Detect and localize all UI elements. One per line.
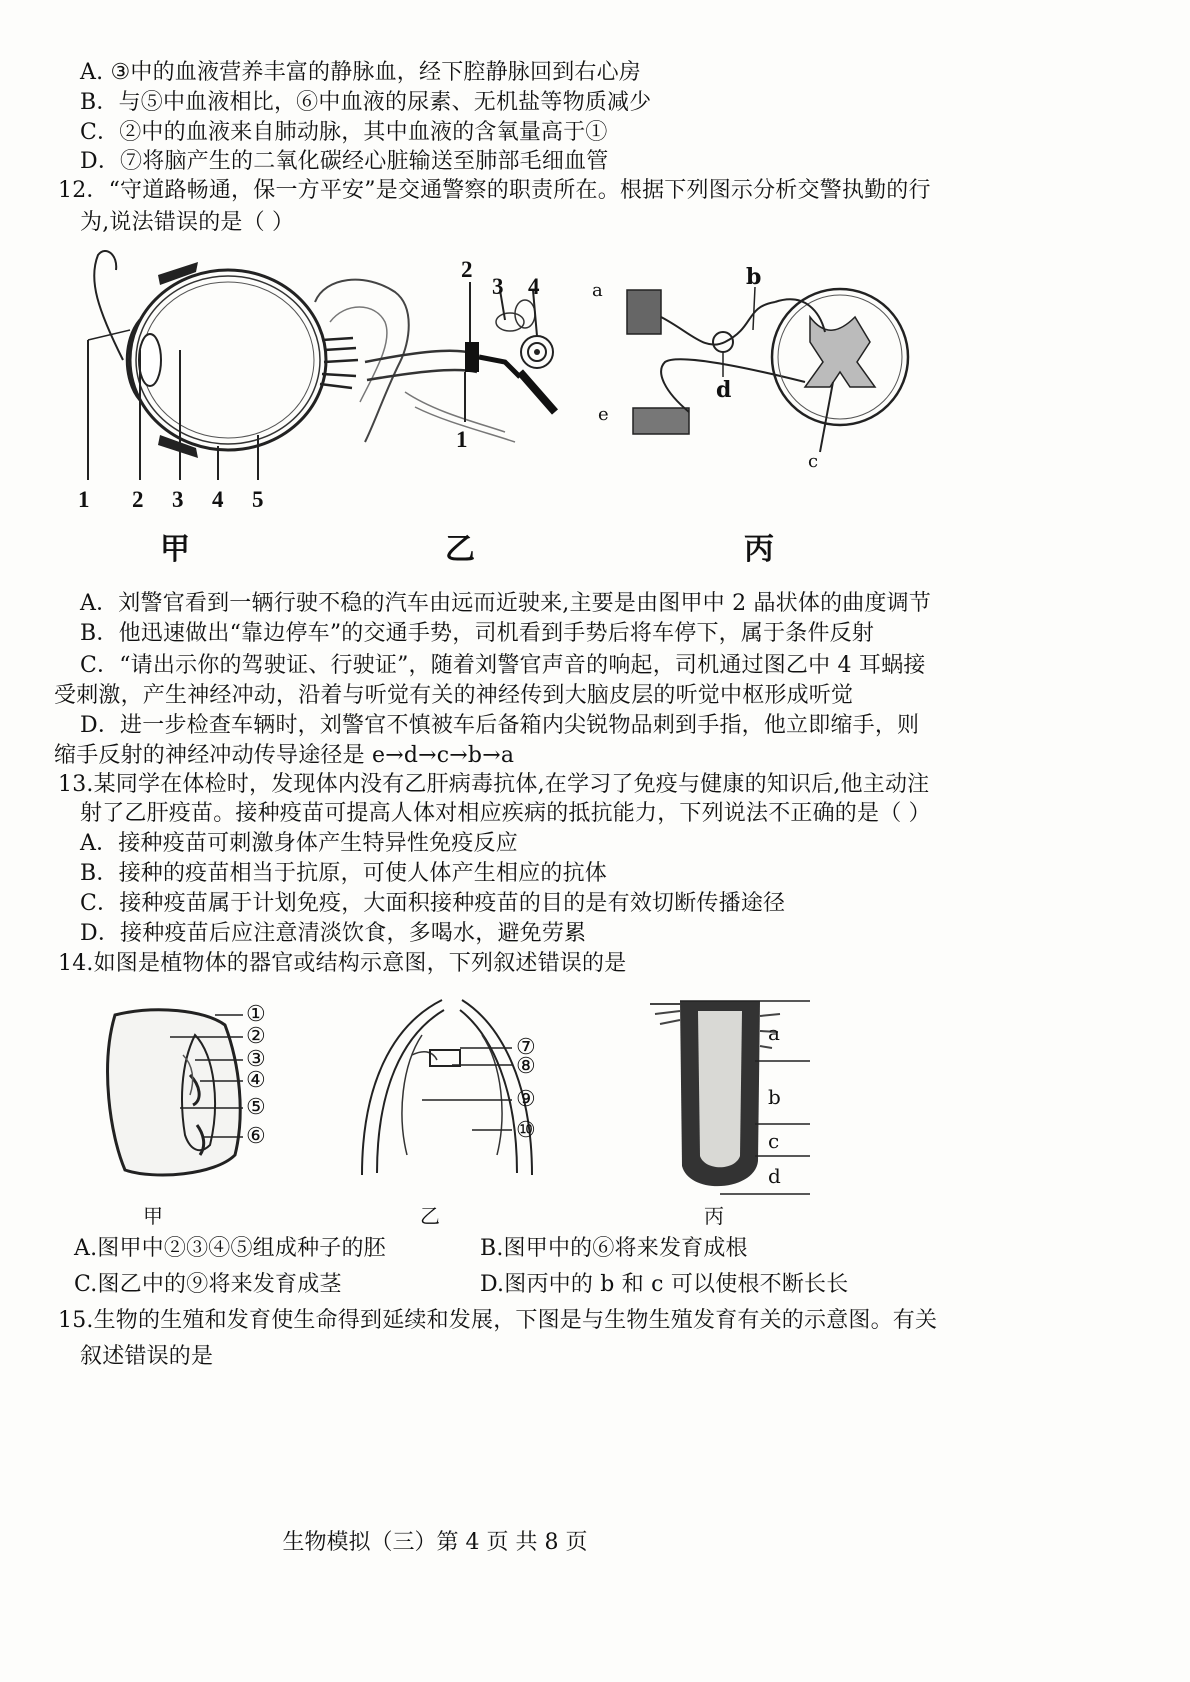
fig12-label-bing: 丙 — [744, 532, 774, 567]
q12-option-a: A．刘警官看到一辆行驶不稳的汽车由远而近驶来,主要是由图甲中 2 晶状体的曲度调节 — [80, 591, 932, 616]
ear-label-2: 2 — [461, 257, 473, 282]
q13-stem-line1: 13.某同学在体检时，发现体内没有乙肝病毒抗体,在学习了免疫与健康的知识后,他主动注 — [58, 772, 930, 797]
q14-option-b: B.图甲中的⑥将来发育成根 — [480, 1236, 748, 1261]
q13-option-a: A．接种疫苗可刺激身体产生特异性免疫反应 — [80, 831, 518, 856]
q12-stem-line1: 12．“守道路畅通，保一方平安”是交通警察的职责所在。根据下列图示分析交警执勤的行 — [58, 178, 931, 203]
q13-option-d: D．接种疫苗后应注意清淡饮食，多喝水，避免劳累 — [80, 921, 587, 946]
q11-option-d: D．⑦将脑产生的二氧化碳经心脏输送至肺部毛细血管 — [80, 149, 609, 174]
q12-option-d-line2: 缩手反射的神经冲动传导途径是 e→d→c→b→a — [54, 743, 515, 768]
q12-option-c-line2: 受刺激，产生神经冲动，沿着与听觉有关的神经传到大脑皮层的听觉中枢形成听觉 — [54, 683, 854, 708]
seed-label-1: ① — [246, 1002, 266, 1027]
eye-diagram — [78, 250, 338, 490]
reflex-label-b: b — [746, 264, 762, 290]
fig14-label-bing: 丙 — [704, 1204, 724, 1228]
q12-option-c-line1: C．“请出示你的驾驶证、行驶证”，随着刘警官声音的响起，司机通过图乙中 4 耳蜗接 — [80, 653, 926, 678]
q15-stem-line1: 15.生物的生殖和发育使生命得到延续和发展，下图是与生物生殖发育有关的示意图。有关 — [58, 1308, 938, 1333]
q12-stem-line2: 为,说法错误的是（ ） — [80, 210, 295, 235]
eye-label-1: 1 — [78, 487, 90, 512]
q11-option-b: B．与⑤中血液相比，⑥中血液的尿素、无机盐等物质减少 — [80, 90, 652, 115]
reflex-label-c: c — [808, 451, 819, 472]
fig14-label-yi: 乙 — [420, 1204, 440, 1228]
q13-option-b: B．接种的疫苗相当于抗原，可使人体产生相应的抗体 — [80, 861, 607, 886]
seed-label-2: ② — [246, 1024, 266, 1049]
q12-option-b: B．他迅速做出“靠边停车”的交通手势，司机看到手势后将车停下，属于条件反射 — [80, 621, 875, 646]
eye-label-3: 3 — [172, 487, 184, 512]
reflex-arc-diagram — [595, 262, 915, 462]
root-tip-diagram — [650, 996, 820, 1206]
bud-label-10: ⑩ — [516, 1118, 536, 1143]
q14-option-d: D.图丙中的 b 和 c 可以使根不断长长 — [480, 1272, 849, 1297]
bud-label-7: ⑦ — [516, 1035, 536, 1060]
ear-label-3: 3 — [492, 274, 504, 299]
bud-label-8: ⑧ — [516, 1054, 536, 1079]
fig12-label-yi: 乙 — [445, 532, 475, 567]
ear-label-1: 1 — [456, 427, 468, 452]
root-label-c: c — [768, 1129, 780, 1153]
q14-option-a: A.图甲中②③④⑤组成种子的胚 — [74, 1236, 386, 1261]
root-label-b: b — [768, 1085, 782, 1109]
q13-option-c: C．接种疫苗属于计划免疫，大面积接种疫苗的目的是有效切断传播途径 — [80, 891, 786, 916]
q12-option-d-line1: D．进一步检查车辆时，刘警官不慎被车后备箱内尖锐物品刺到手指，他立即缩手，则 — [80, 713, 920, 738]
reflex-label-d: d — [716, 377, 732, 403]
root-label-a: a — [768, 1021, 781, 1045]
fig14-label-jia: 甲 — [143, 1204, 163, 1228]
q14-option-c: C.图乙中的⑨将来发育成茎 — [74, 1272, 342, 1297]
seed-label-6: ⑥ — [246, 1124, 266, 1149]
q11-option-a: A. ③中的血液营养丰富的静脉血，经下腔静脉回到右心房 — [80, 60, 641, 85]
seed-label-4: ④ — [246, 1068, 266, 1093]
root-label-d: d — [768, 1164, 782, 1188]
seed-label-3: ③ — [246, 1047, 266, 1072]
q15-stem-line2: 叙述错误的是 — [80, 1344, 214, 1369]
bud-label-9: ⑨ — [516, 1087, 536, 1112]
eye-label-4: 4 — [212, 487, 224, 512]
eye-label-5: 5 — [252, 487, 264, 512]
fig12-label-jia: 甲 — [160, 532, 190, 567]
reflex-label-e: e — [598, 404, 609, 425]
reflex-label-a: a — [592, 280, 603, 301]
seed-label-5: ⑤ — [246, 1095, 266, 1120]
q13-stem-line2: 射了乙肝疫苗。接种疫苗可提高人体对相应疾病的抵抗能力，下列说法不正确的是（ ） — [80, 801, 931, 826]
q14-stem: 14.如图是植物体的器官或结构示意图，下列叙述错误的是 — [58, 951, 627, 976]
eye-label-2: 2 — [132, 487, 144, 512]
page-footer: 生物模拟（三）第 4 页 共 8 页 — [282, 1530, 588, 1555]
q11-option-c: C．②中的血液来自肺动脉，其中血液的含氧量高于① — [80, 120, 608, 145]
ear-label-4: 4 — [528, 274, 540, 299]
